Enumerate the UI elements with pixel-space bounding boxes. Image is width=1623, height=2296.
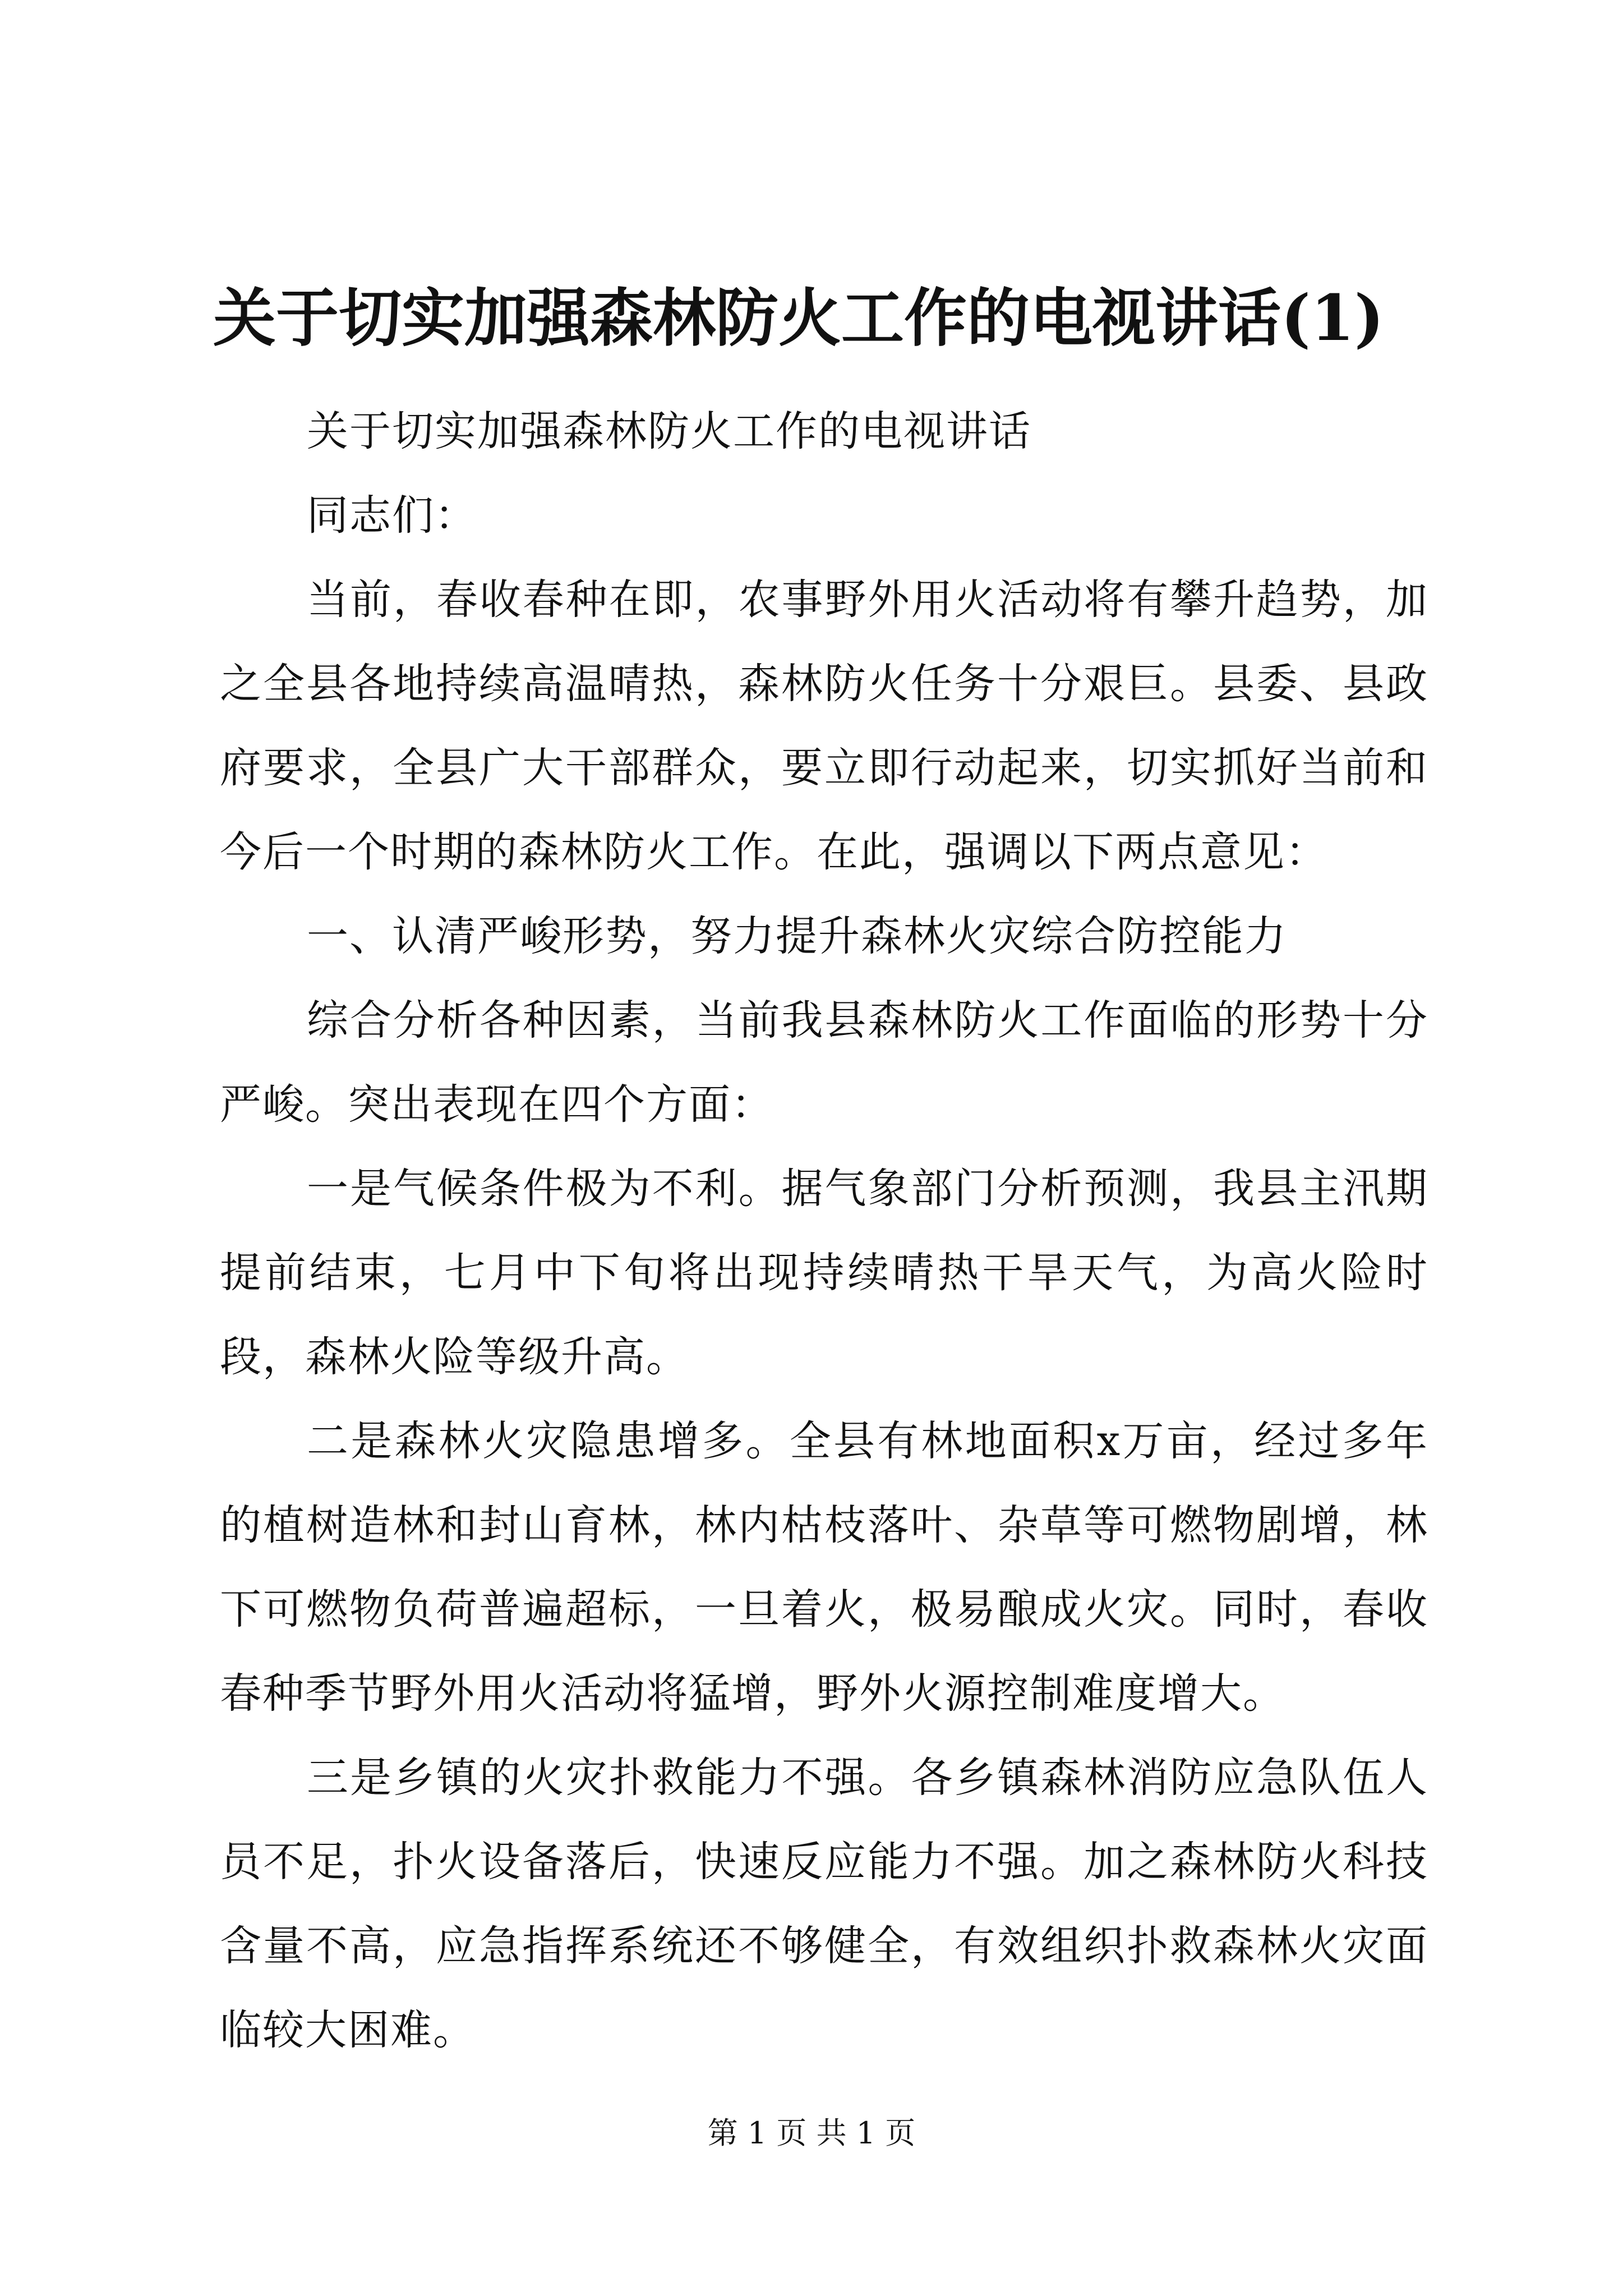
- paragraph-section-heading-1: 一、认清严峻形势，努力提升森林火灾综合防控能力: [307, 912, 1287, 960]
- paragraph-point-2: 二是森林火灾隐患增多。全县有林地面积x万亩，经过多年的植树造林和封山育林，林内枯枝落叶、杂草等可燃物剧增，林下可燃物负荷普遍超标，一旦着火，极易酿成火灾。同时，春收春种季节野外用火活动将猛增，野外火源控制难度增大。: [220, 1417, 1428, 1718]
- paragraph-point-3: 三是乡镇的火灾扑救能力不强。各乡镇森林消防应急队伍人员不足，扑火设备落后，快速反应能力不强。加之森林防火科技含量不高，应急指挥系统还不够健全，有效组织扑救森林火灾面临较大困难。: [220, 1754, 1428, 2054]
- document-body: [220, 389, 1428, 2072]
- page-footer: 第 1 页 共 1 页: [707, 2115, 916, 2151]
- paragraph-subtitle: 关于切实加强森林防火工作的电视讲话: [307, 407, 1031, 455]
- paragraph-salutation: 同志们：: [307, 491, 477, 540]
- paragraph-point-1: 一是气候条件极为不利。据气象部门分析预测，我县主汛期提前结束，七月中下旬将出现持续晴热干旱天气，为高火险时段，森林火险等级升高。: [220, 1165, 1428, 1381]
- document-title: 关于切实加强森林防火工作的电视讲话(1): [213, 282, 1384, 355]
- paragraph-analysis: 综合分析各种因素，当前我县森林防火工作面临的形势十分严峻。突出表现在四个方面：: [220, 996, 1428, 1129]
- paragraph-intro: 当前，春收春种在即，农事野外用火活动将有攀升趋势，加之全县各地持续高温晴热，森林防火任务十分艰巨。县委、县政府要求，全县广大干部群众，要立即行动起来，切实抓好当前和今后一个时期的森林防火工作。在此，强调以下两点意见：: [220, 576, 1428, 876]
